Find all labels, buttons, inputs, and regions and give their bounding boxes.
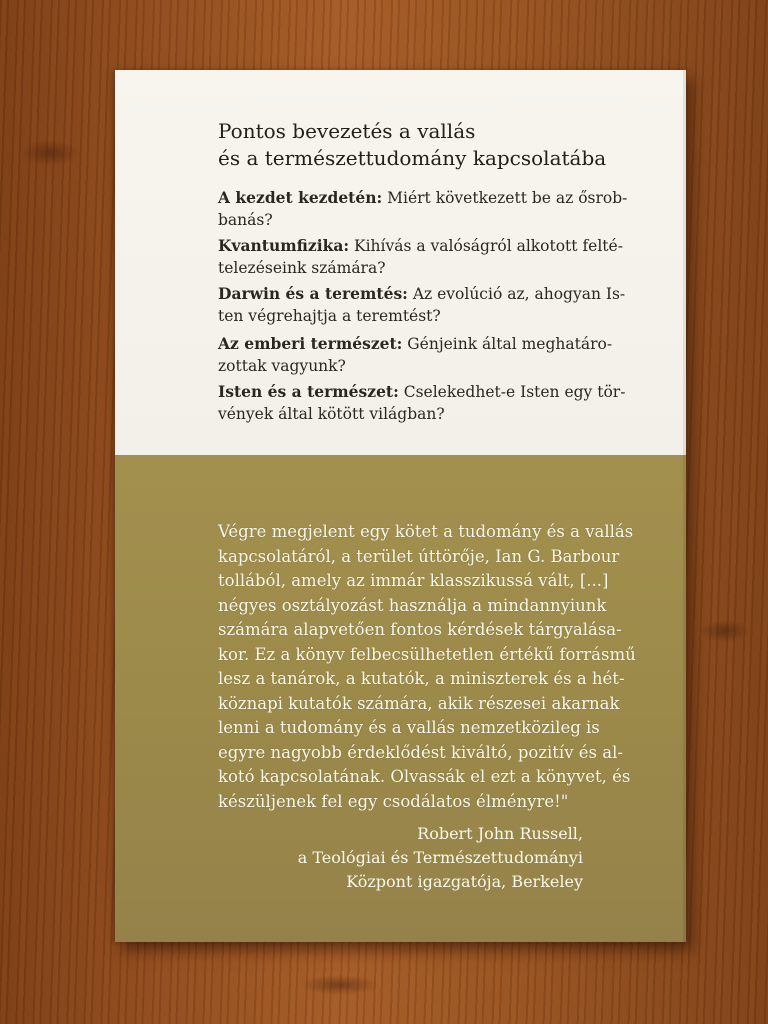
topic-text: ten végrehajtja a teremtést? <box>218 307 441 325</box>
wood-knot <box>20 140 80 166</box>
quote-line: kotó kapcsolatának. Olvassák el ezt a könyvet, és <box>218 767 631 786</box>
topic-entry <box>218 381 658 425</box>
quote-line: köznapi kutatók számára, akik részesei akarnak <box>218 693 620 713</box>
topic-term: Kvantumfizika: <box>218 236 350 255</box>
quote-line: kor. Ez a könyv felbecsülhetetlen értékű forrásmű <box>218 644 636 664</box>
topic-term: Darwin és a teremtés: <box>218 284 408 303</box>
topic-entry <box>218 333 658 377</box>
topic-entry <box>218 187 658 231</box>
topic-term: Isten és a természet: <box>218 382 399 401</box>
topic-text: Cselekedhet-e Isten egy tör- <box>398 383 626 401</box>
topic-text: Génjeink által meghatáro- <box>402 335 613 353</box>
wood-knot <box>700 620 750 642</box>
heading-line: és a természettudomány kapcsolatába <box>218 146 607 170</box>
attribution-line: Központ igazgatója, Berkeley <box>346 872 583 891</box>
endorsement-quote <box>218 520 658 814</box>
wood-knot <box>300 975 380 995</box>
cover-upper-panel <box>115 70 686 455</box>
quote-line: számára alapvetően fontos kérdések tárgyalása- <box>218 620 622 639</box>
quote-line: lesz a tanárok, a kutatók, a miniszterek és a hét- <box>218 669 625 688</box>
topic-text: telezéseink számára? <box>218 259 386 277</box>
attribution-line: Robert John Russell, <box>417 824 583 843</box>
cover-edge-shadow <box>683 70 686 942</box>
topic-text: banás? <box>218 211 273 229</box>
topic-entry <box>218 235 658 279</box>
quote-line: négyes osztályozást használja a mindannyiunk <box>218 595 607 615</box>
back-cover-heading <box>218 118 658 172</box>
topic-text: Kihívás a valóságról alkotott felté- <box>349 237 623 255</box>
quote-line: Végre megjelent egy kötet a tudomány és a vallás <box>218 522 634 541</box>
attribution-line: a Teológiai és Természettudományi <box>297 848 583 867</box>
quote-line: egyre nagyobb érdeklődést kiváltó, pozitív és al- <box>218 742 623 762</box>
topic-term: A kezdet kezdetén: <box>218 188 383 207</box>
topic-term: Az emberi természet: <box>218 334 403 353</box>
topic-text: vények által kötött világban? <box>218 405 445 423</box>
quote-attribution <box>283 822 583 894</box>
topic-entry <box>218 283 658 327</box>
quote-line: készüljenek fel egy csodálatos élményre!" <box>218 791 569 811</box>
heading-line: Pontos bevezetés a vallás <box>218 119 476 143</box>
quote-line: kapcsolatáról, a terület úttörője, Ian G. Barbour <box>218 546 620 566</box>
quote-line: lenni a tudomány és a vallás nemzetközileg is <box>218 718 600 737</box>
book-back-cover <box>115 70 686 942</box>
topic-text: zottak vagyunk? <box>218 357 346 375</box>
topic-text: Az evolúció az, ahogyan Is- <box>407 285 626 303</box>
topic-text: Miért következett be az ősrob- <box>382 189 628 207</box>
quote-line: tollából, amely az immár klasszikussá vált, [...] <box>218 571 609 590</box>
